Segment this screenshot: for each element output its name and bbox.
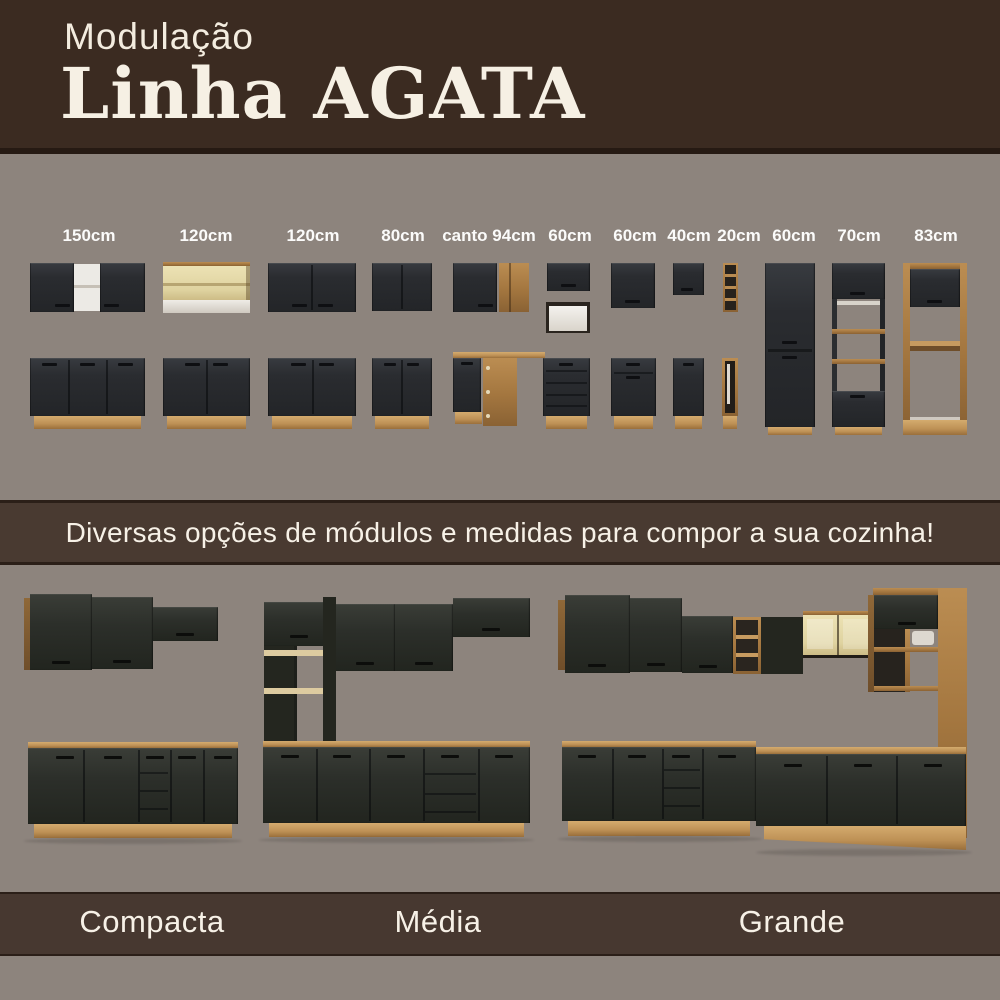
size-label-70cm: 70cm xyxy=(837,226,881,245)
door-seam xyxy=(206,360,208,414)
kickboard xyxy=(455,412,482,424)
module-120cm-wall-cabinet xyxy=(268,263,356,312)
handle xyxy=(214,756,232,759)
handle xyxy=(290,635,308,638)
handle xyxy=(80,363,95,366)
kickboard xyxy=(768,427,812,435)
handle xyxy=(384,363,396,366)
handle xyxy=(478,304,493,307)
doors xyxy=(372,358,432,416)
drawer-seam xyxy=(664,805,700,807)
handle xyxy=(56,756,74,759)
door-seam xyxy=(896,756,898,824)
tower-edge xyxy=(294,646,297,746)
kickboard xyxy=(546,416,587,429)
kickboard xyxy=(34,416,141,429)
drawer-seam xyxy=(664,769,700,771)
wall-cabinet xyxy=(565,595,630,673)
handle xyxy=(482,628,500,631)
hinge xyxy=(486,414,490,418)
handle xyxy=(782,341,797,344)
shelf-cubbies xyxy=(725,265,736,310)
handle xyxy=(854,764,872,767)
wall-cabinet xyxy=(395,604,453,671)
top-door xyxy=(874,595,938,629)
side-panel xyxy=(323,597,336,746)
kickboard xyxy=(903,420,967,435)
module-60cm-tall-pantry xyxy=(765,263,815,435)
handle xyxy=(281,755,299,758)
door-seam xyxy=(311,265,313,310)
drawer-seam xyxy=(546,394,587,396)
drawer-seam xyxy=(140,772,168,774)
handle xyxy=(588,664,606,667)
shelf xyxy=(736,635,758,639)
size-label-canto-94cm: canto 94cm xyxy=(442,226,536,245)
module-20cm-base-shelf xyxy=(722,358,738,429)
base-doors xyxy=(562,747,756,821)
door-seam xyxy=(68,360,70,414)
door-seam xyxy=(401,360,403,414)
handle xyxy=(782,356,797,359)
kickboard xyxy=(675,416,702,429)
floor-shadow xyxy=(259,837,534,843)
module-120cm-base-cabinet-a xyxy=(163,358,250,429)
wall-cabinet xyxy=(630,598,682,672)
door xyxy=(673,263,704,295)
handle xyxy=(683,363,694,366)
kickboard xyxy=(614,416,653,429)
handle xyxy=(850,395,865,398)
glass-wall-cabinet xyxy=(803,611,875,658)
size-label-83cm: 83cm xyxy=(914,226,958,245)
handle xyxy=(561,284,576,287)
handle xyxy=(461,362,473,365)
drawer-seam xyxy=(140,790,168,792)
module-40cm-wall-cabinet xyxy=(673,263,704,295)
kickboard xyxy=(568,821,750,836)
size-label-80cm: 80cm xyxy=(381,226,425,245)
door-seam xyxy=(83,750,85,822)
handle xyxy=(118,363,133,366)
size-label-60cm-tall: 60cm xyxy=(772,226,816,245)
module-120cm-base-cabinet-b xyxy=(268,358,356,429)
handle xyxy=(333,755,351,758)
door xyxy=(673,358,704,416)
kitchen-label-media: Média xyxy=(394,904,482,939)
shelf xyxy=(832,359,885,364)
kickboard xyxy=(272,416,352,429)
handle xyxy=(699,665,717,668)
handle xyxy=(415,662,433,665)
size-label-60cm-a: 60cm xyxy=(548,226,592,245)
module-80cm-base-cabinet xyxy=(372,358,432,429)
corner-wall-cabinet xyxy=(761,617,803,674)
door-seam xyxy=(138,750,140,822)
side-panel xyxy=(880,299,885,391)
drawer-seam xyxy=(140,808,168,810)
door-seam xyxy=(312,360,314,414)
cream-interior xyxy=(803,615,875,655)
banner xyxy=(0,500,1000,565)
base-counter xyxy=(263,741,530,845)
handle xyxy=(681,288,693,291)
doors xyxy=(268,263,356,312)
handle xyxy=(672,755,690,758)
mid-seam xyxy=(768,349,812,352)
handle xyxy=(319,363,334,366)
handle xyxy=(407,363,419,366)
kickboard xyxy=(167,416,246,429)
doors xyxy=(372,263,432,311)
bottom-door xyxy=(832,391,885,427)
shelf xyxy=(874,647,938,652)
door-seam xyxy=(826,756,828,824)
kickboard xyxy=(723,416,737,429)
base-counter xyxy=(28,742,238,844)
handle xyxy=(178,756,196,759)
corner-wood-panel xyxy=(499,263,529,312)
open-shelf xyxy=(74,264,100,311)
doors xyxy=(30,358,145,416)
handle xyxy=(495,755,513,758)
wall-cabinet-step xyxy=(453,598,530,637)
header-band xyxy=(0,0,1000,154)
doors xyxy=(765,263,815,427)
module-20cm-wall-shelf xyxy=(723,263,738,312)
banner-text: Diversas opções de módulos e medidas para compor a sua cozinha! xyxy=(65,516,935,548)
cubby-dark xyxy=(874,629,905,692)
door xyxy=(547,263,590,291)
side-panel xyxy=(903,263,910,427)
shelf-back xyxy=(736,620,758,671)
drawer-seam xyxy=(546,382,587,384)
kickboard xyxy=(764,826,966,850)
door xyxy=(100,263,145,312)
corner-open-shelf xyxy=(733,617,761,674)
drawer-seam xyxy=(425,773,476,775)
drawer-seam xyxy=(614,372,653,374)
door xyxy=(30,263,74,312)
kickboard xyxy=(34,824,232,838)
door xyxy=(453,358,481,412)
handle xyxy=(291,363,306,366)
handle xyxy=(292,304,307,307)
door-seam xyxy=(612,749,614,819)
shelf xyxy=(874,686,938,691)
kitchen-label-compacta: Compacta xyxy=(79,904,225,939)
wall-cabinet xyxy=(336,604,395,671)
wall-cabinet xyxy=(92,597,153,669)
stored-item xyxy=(912,631,934,645)
handle xyxy=(42,363,57,366)
divider xyxy=(905,629,910,692)
countertop xyxy=(756,747,966,754)
bottom-lip xyxy=(803,655,875,658)
handle xyxy=(625,300,640,303)
top-door xyxy=(832,263,885,299)
cream-interior xyxy=(163,266,250,300)
handle xyxy=(52,661,70,664)
handle xyxy=(924,764,942,767)
handle xyxy=(441,755,459,758)
kitchen-label-grande: Grande xyxy=(738,904,846,939)
base-doors xyxy=(756,754,966,826)
shelf xyxy=(163,283,250,286)
handle xyxy=(318,304,333,307)
module-60cm-wall-cabinet xyxy=(611,263,655,308)
panel-seam xyxy=(509,263,511,312)
base-counter-right xyxy=(756,747,966,865)
page-title: Linha AGATA xyxy=(60,52,586,135)
handle xyxy=(718,755,736,758)
handle xyxy=(146,756,164,759)
handle xyxy=(104,756,122,759)
drawer-seam xyxy=(546,370,587,372)
side-shade xyxy=(246,266,250,300)
handle xyxy=(176,633,194,636)
size-label-150cm: 150cm xyxy=(62,226,116,245)
door-seam xyxy=(702,749,704,819)
module-120cm-open-wall-cabinet xyxy=(163,262,250,313)
door-seam xyxy=(478,749,480,821)
header-eyebrow: Modulação xyxy=(64,16,255,57)
handle xyxy=(185,363,200,366)
door-seam xyxy=(203,750,205,822)
door-seam xyxy=(170,750,172,822)
base-doors xyxy=(28,748,238,824)
floor-shadow xyxy=(756,849,972,856)
glass-seam xyxy=(837,615,839,655)
white-interior xyxy=(549,306,587,331)
module-60cm-base-cabinet xyxy=(611,358,656,429)
wall-cabinet-step xyxy=(682,616,733,673)
module-83cm-tall-open-frame xyxy=(903,263,967,435)
door-seam xyxy=(369,749,371,821)
cubby-area xyxy=(874,629,938,692)
door-seam xyxy=(106,360,108,414)
drawer-seam xyxy=(425,793,476,795)
hinge xyxy=(486,366,490,370)
module-150cm-wall-cabinet xyxy=(30,263,145,312)
handle xyxy=(113,660,131,663)
door xyxy=(453,263,497,312)
base-counter-left xyxy=(562,741,756,845)
drawer-seam xyxy=(546,405,587,407)
handle xyxy=(559,363,573,366)
handle xyxy=(626,376,640,379)
shelf xyxy=(736,653,758,657)
drawer-stack xyxy=(543,358,590,416)
handle xyxy=(387,755,405,758)
handle xyxy=(104,304,119,307)
handle xyxy=(850,292,865,295)
base-doors xyxy=(263,747,530,823)
handle xyxy=(784,764,802,767)
door-seam xyxy=(662,749,664,819)
hinge xyxy=(486,390,490,394)
kickboard xyxy=(835,427,882,435)
door-and-drawer xyxy=(611,358,656,416)
kickboard xyxy=(375,416,429,429)
frame xyxy=(722,358,738,416)
module-70cm-tall-oven-cabinet xyxy=(832,263,885,435)
module-canto-94cm-base-cabinet xyxy=(453,352,545,430)
drawer-seam xyxy=(664,787,700,789)
handle xyxy=(898,622,916,625)
mid-shelf-edge xyxy=(910,346,960,351)
module-60cm-drawer-base xyxy=(543,358,590,429)
floor-shadow xyxy=(24,838,242,844)
size-label-60cm-b: 60cm xyxy=(613,226,657,245)
light-sliver xyxy=(727,364,730,404)
size-label-120cm-a: 120cm xyxy=(179,226,233,245)
door xyxy=(611,263,655,308)
door-seam xyxy=(316,749,318,821)
module-80cm-wall-cabinet xyxy=(372,263,432,311)
side-panel xyxy=(832,299,837,391)
handle xyxy=(213,363,228,366)
open-wood-door xyxy=(483,358,517,426)
wall-cabinet-step xyxy=(153,607,218,641)
module-60cm-wall-cabinet-small xyxy=(547,263,590,291)
doors xyxy=(163,358,250,416)
light-line xyxy=(837,301,880,305)
tower-side-column xyxy=(264,646,294,746)
size-label-120cm-b: 120cm xyxy=(286,226,340,245)
handle xyxy=(578,755,596,758)
module-60cm-glass-cabinet xyxy=(546,302,590,333)
floor-shadow xyxy=(558,836,762,842)
handle xyxy=(927,300,942,303)
top-door xyxy=(910,269,960,307)
glass-sheen xyxy=(807,619,833,649)
handle xyxy=(628,755,646,758)
handle xyxy=(55,304,70,307)
wall-cabinet xyxy=(30,594,92,670)
wood-side xyxy=(558,600,565,670)
doors xyxy=(268,358,356,416)
shelf xyxy=(832,329,885,334)
size-label-20cm: 20cm xyxy=(717,226,761,245)
size-label-40cm: 40cm xyxy=(667,226,711,245)
handle xyxy=(356,662,374,665)
door-seam xyxy=(401,265,403,309)
side-panel xyxy=(960,263,967,427)
handle xyxy=(647,663,665,666)
shelf xyxy=(74,285,100,288)
handle xyxy=(626,363,640,366)
module-40cm-base-cabinet xyxy=(673,358,704,429)
glass-sheen xyxy=(843,619,869,649)
module-150cm-base-cabinet xyxy=(30,358,145,429)
module-canto-94cm-wall-cabinet xyxy=(453,263,529,312)
drawer-seam xyxy=(425,811,476,813)
kickboard xyxy=(269,823,524,837)
glass-band xyxy=(163,300,250,313)
